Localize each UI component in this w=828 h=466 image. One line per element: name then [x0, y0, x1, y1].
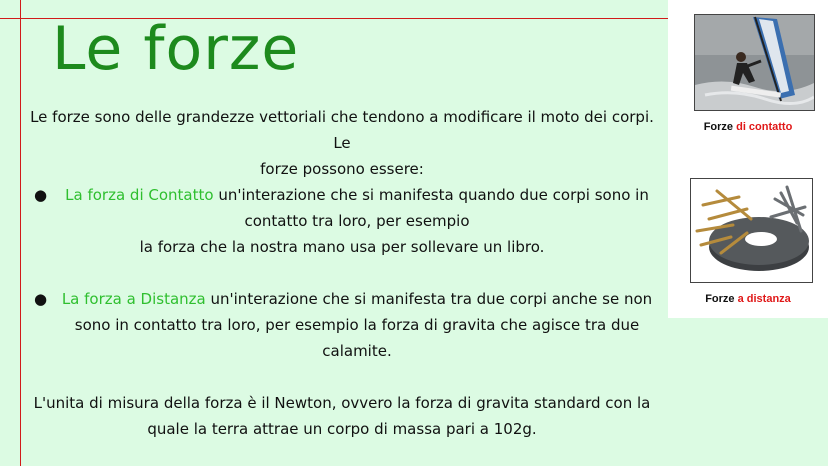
bullet-contact-force: [28, 182, 656, 260]
slide-title: Le forze: [52, 14, 300, 84]
bullet-dot-icon: ●: [34, 290, 48, 308]
windsurfer-image: [694, 14, 815, 111]
bullet-text: un'interazione che si manifesta quando due corpi sono in contatto tra loro, per esempio: [213, 186, 649, 230]
slide-body: [28, 104, 656, 442]
caption-prefix: Forze: [703, 121, 737, 133]
intro-line-2: forze possono essere:: [260, 160, 424, 178]
caption-prefix: Forze: [705, 293, 738, 305]
spacer: [28, 260, 656, 286]
caption-distance-force: [668, 293, 828, 305]
intro-line-1: Le forze sono delle grandezze vettoriali che tendono a modificare il moto dei corpi. Le: [30, 108, 654, 152]
magnet-image: [690, 178, 813, 283]
closing-paragraph: L'unita di misura della forza è il Newton, ovvero la forza di gravita standard con la quale la terra attrae un corpo di massa pari a 102g.: [33, 394, 651, 438]
bullet-content: [28, 286, 656, 364]
caption-contact-force: [668, 121, 828, 133]
bullet-extra-line: la forza che la nostra mano usa per sollevare un libro.: [139, 238, 545, 256]
spacer: [28, 364, 656, 390]
term-distance-force: La forza a Distanza: [61, 290, 206, 308]
vertical-margin-line: [20, 0, 21, 466]
term-contact-force: La forza di Contatto: [65, 186, 214, 204]
caption-highlight: a distanza: [737, 293, 791, 305]
caption-highlight: di contatto: [736, 121, 793, 133]
magnet-illustration: [691, 179, 812, 282]
bullet-dot-icon: ●: [34, 186, 48, 204]
bullet-text: un'interazione che si manifesta tra due corpi anche se non sono in contatto tra loro, per esempio la forza di gravita che agisce tra due calamite.: [74, 290, 653, 360]
intro-paragraph: [28, 104, 656, 182]
windsurfer-illustration: [695, 15, 814, 110]
bullet-distance-force: [28, 286, 656, 364]
bullet-content: [28, 182, 656, 234]
